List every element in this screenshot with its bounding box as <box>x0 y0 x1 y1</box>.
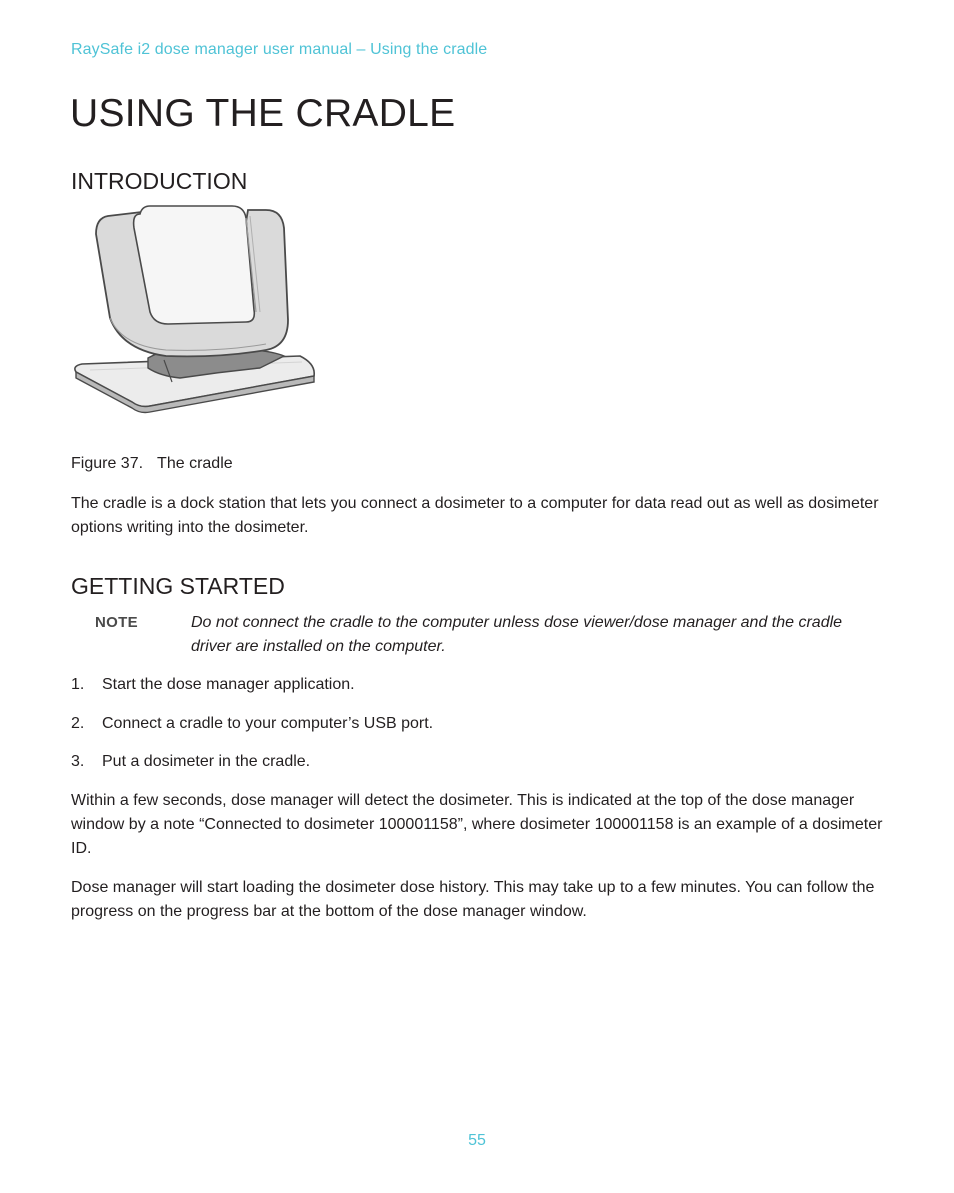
page-title: USING THE CRADLE <box>70 92 456 135</box>
cradle-pocket <box>134 206 255 324</box>
running-header: RaySafe i2 dose manager user manual – Using the cradle <box>71 41 488 58</box>
step-number: 1. <box>71 676 85 693</box>
step-text: Start the dose manager application. <box>102 676 355 693</box>
step-item <box>71 750 891 789</box>
figure-caption-text: The cradle <box>157 455 233 472</box>
step-text: Put a dosimeter in the cradle. <box>102 753 311 770</box>
step-item <box>71 673 891 712</box>
introduction-heading: INTRODUCTION <box>71 168 248 194</box>
note-text: Do not connect the cradle to the computer unless dose viewer/dose manager and the cradle driver are installed on the computer. <box>191 614 843 655</box>
step-text: Connect a cradle to your computer’s USB port. <box>102 714 434 732</box>
cradle-illustration <box>70 200 320 425</box>
step-number: 3. <box>71 753 85 770</box>
figure-caption <box>71 455 233 473</box>
step-number: 2. <box>71 714 85 732</box>
figure-number: Figure 37. <box>71 455 144 472</box>
steps-list <box>71 673 891 789</box>
detection-paragraph: Within a few seconds, dose manager will detect the dosimeter. This is indicated at the top of the dose manager window by a note “Connected to dosimeter 100001158”, where dosimeter 100001158 is an example of a dosimeter ID. <box>71 792 883 857</box>
page-number: 55 <box>468 1132 486 1149</box>
loading-paragraph: Dose manager will start loading the dosimeter dose history. This may take up to a few minutes. You can follow the progress on the progress bar at the bottom of the dose manager window. <box>71 879 875 920</box>
note-label: NOTE <box>95 614 138 631</box>
step-item <box>71 712 891 751</box>
introduction-paragraph: The cradle is a dock station that lets you connect a dosimeter to a computer for data read out as well as dosimeter options writing into the dosimeter. <box>71 495 879 536</box>
getting-started-heading: GETTING STARTED <box>71 573 285 599</box>
